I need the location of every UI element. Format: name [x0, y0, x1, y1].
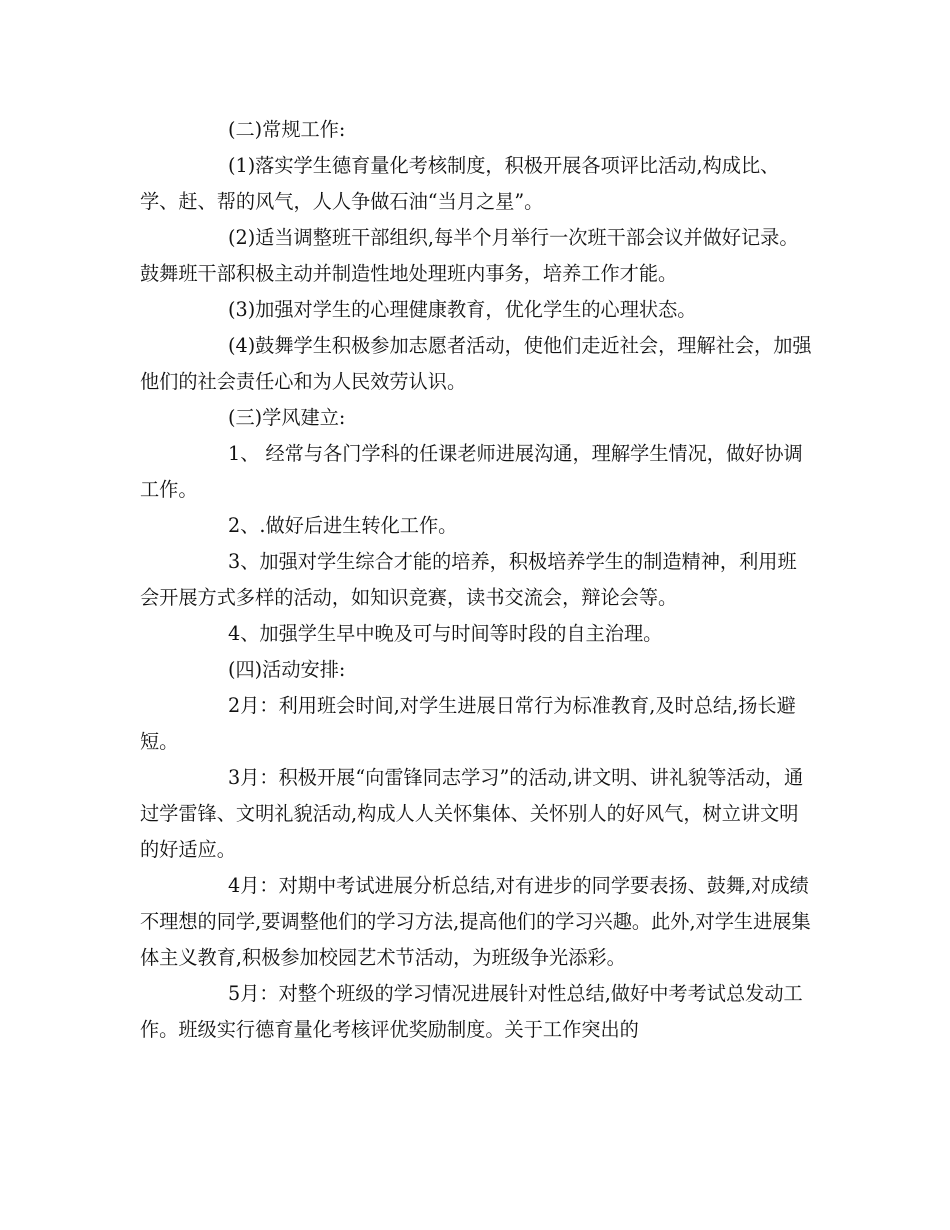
section-heading-routine-work: (二)常规工作:: [228, 118, 346, 141]
paragraph-february: 2月：利用班会时间,对学生进展日常行为标准教育,及时总结,扬长避短。: [140, 694, 796, 753]
paragraph-item-1: (1)落实学生德育量化考核制度，积极开展各项评比活动,构成比、学、赶、帮的风气，人人争做石油“当月之星”。: [140, 154, 780, 213]
paragraph-study-2: 2、.做好后进生转化工作。: [228, 514, 458, 537]
paragraph-item-4: (4)鼓舞学生积极参加志愿者活动，使他们走近社会，理解社会，加强他们的社会责任心和为人民效劳认识。: [140, 334, 812, 393]
section-heading-activities: (四)活动安排:: [228, 658, 346, 681]
section-heading-study-style: (三)学风建立:: [228, 406, 346, 429]
paragraph-item-3: (3)加强对学生的心理健康教育，优化学生的心理状态。: [228, 298, 697, 321]
paragraph-may: 5月：对整个班级的学习情况进展针对性总结,做好中考考试总发动工作。班级实行德育量化考核评优奖励制度。关于工作突出的: [140, 982, 803, 1041]
paragraph-study-3: 3、加强对学生综合才能的培养，积极培养学生的制造精神，利用班会开展方式多样的活动，如知识竞赛，读书交流会，辩论会等。: [140, 550, 797, 609]
paragraph-study-1: 1、 经常与各门学科的任课老师进展沟通，理解学生情况，做好协调工作。: [140, 442, 803, 501]
paragraph-study-4: 4、加强学生早中晚及可与时间等时段的自主治理。: [228, 622, 663, 645]
paragraph-item-2: (2)适当调整班干部组织,每半个月举行一次班干部会议并做好记录。鼓舞班干部积极主动并制造性地处理班内事务，培养工作才能。: [140, 226, 799, 285]
paragraph-april: 4月：对期中考试进展分析总结,对有进步的同学要表扬、鼓舞,对成绩不理想的同学,要调整他们的学习方法,提高他们的学习兴趣。此外,对学生进展集体主义教育,积极参加校园艺术节活动，为班级争光添彩。: [140, 874, 811, 969]
paragraph-march: 3月：积极开展“向雷锋同志学习”的活动,讲文明、讲礼貌等活动，通过学雷锋、文明礼貌活动,构成人人关怀集体、关怀别人的好风气，树立讲文明的好适应。: [140, 766, 804, 861]
document-body: [140, 112, 812, 1048]
